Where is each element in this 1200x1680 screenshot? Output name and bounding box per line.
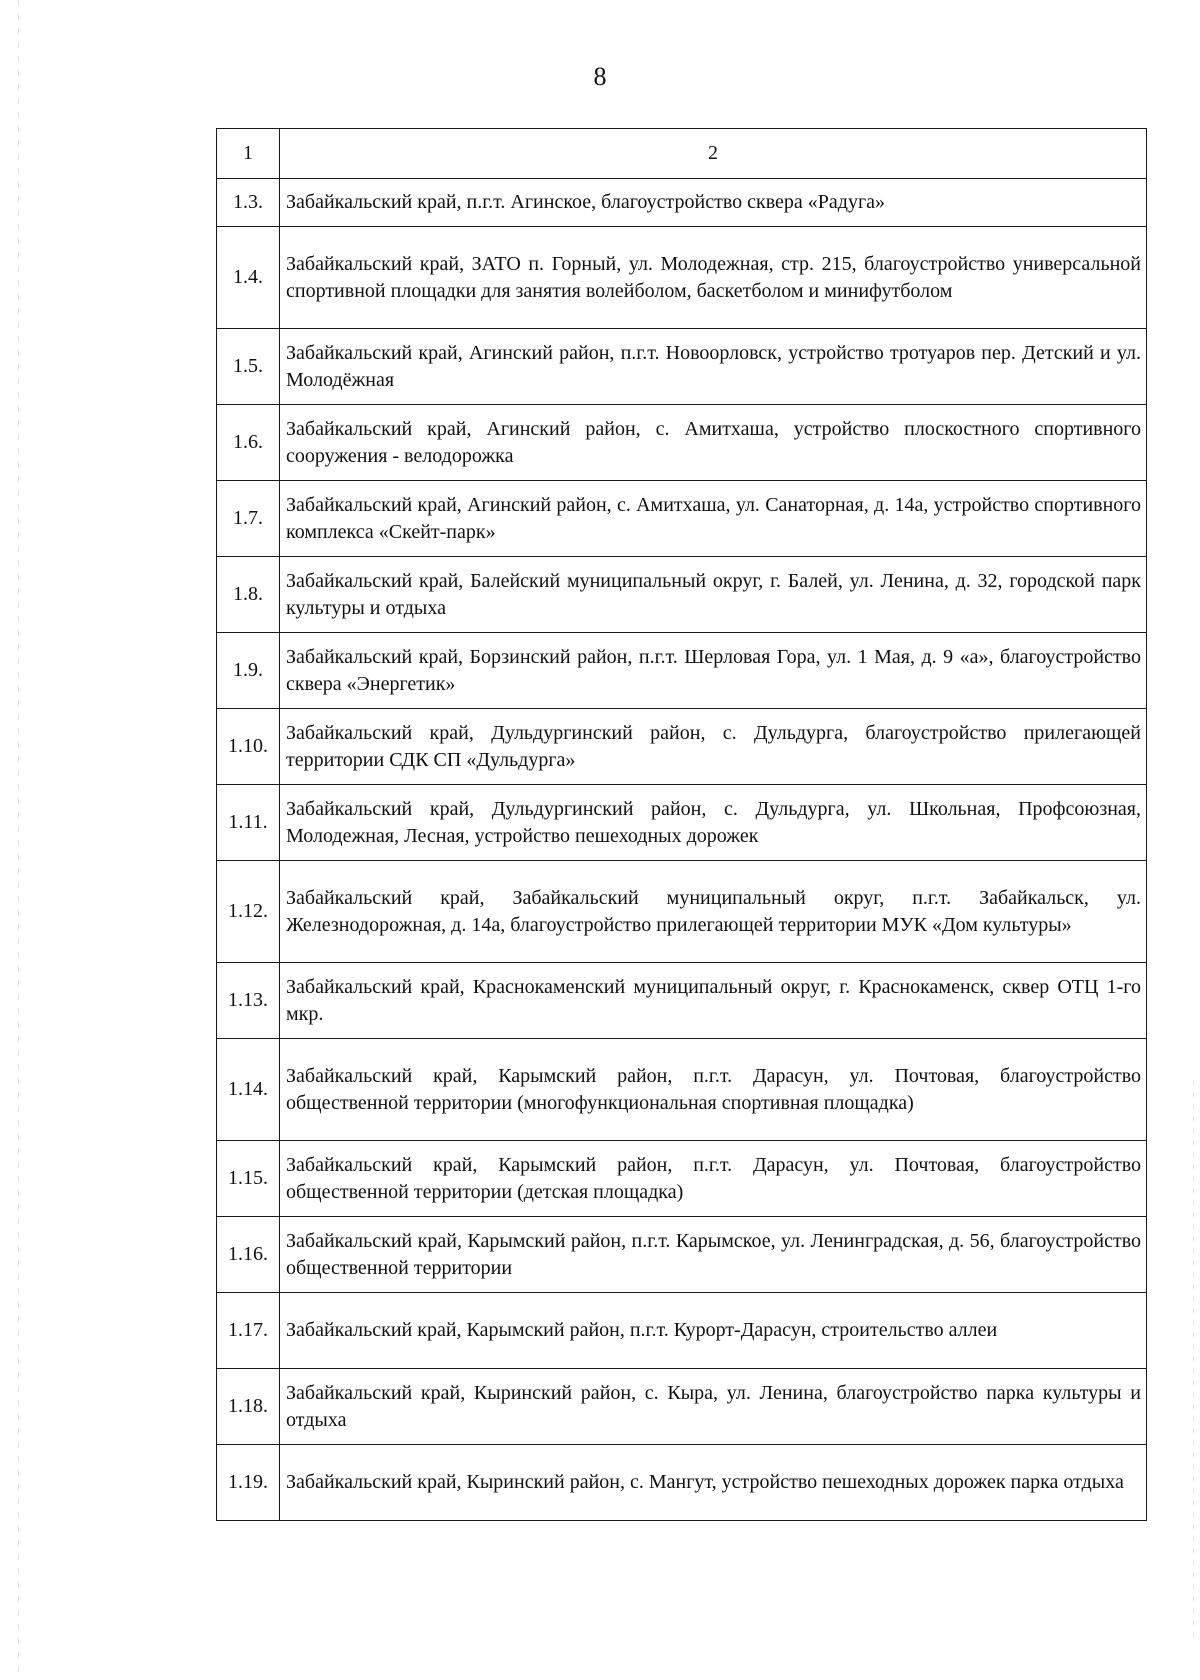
row-number: 1.15. xyxy=(217,1141,280,1217)
row-number: 1.17. xyxy=(217,1293,280,1369)
header-col-2: 2 xyxy=(280,129,1147,179)
row-number: 1.10. xyxy=(217,709,280,785)
row-number: 1.18. xyxy=(217,1369,280,1445)
row-number: 1.8. xyxy=(217,557,280,633)
row-number: 1.3. xyxy=(217,179,280,227)
row-number: 1.7. xyxy=(217,481,280,557)
table-row xyxy=(217,709,1147,785)
row-description: Забайкальский край, Дульдургинский район, с. Дульдурга, благоустройство прилегающей территории СДК СП «Дульдурга» xyxy=(280,709,1147,785)
table-row xyxy=(217,785,1147,861)
table-row xyxy=(217,1293,1147,1369)
objects-table-container xyxy=(216,128,1147,1521)
table-row xyxy=(217,1369,1147,1445)
scan-edge-right xyxy=(1193,1080,1194,1640)
row-description: Забайкальский край, Забайкальский муниципальный округ, п.г.т. Забайкальск, ул. Железнодорожная, д. 14а, благоустройство прилегающей территории МУК «Дом культуры» xyxy=(280,861,1147,963)
table-row xyxy=(217,1217,1147,1293)
row-description: Забайкальский край, Балейский муниципальный округ, г. Балей, ул. Ленина, д. 32, городской парк культуры и отдыха xyxy=(280,557,1147,633)
row-number: 1.6. xyxy=(217,405,280,481)
row-number: 1.13. xyxy=(217,963,280,1039)
table-row xyxy=(217,963,1147,1039)
table-row xyxy=(217,1445,1147,1521)
table-header-row xyxy=(217,129,1147,179)
row-number: 1.4. xyxy=(217,227,280,329)
table-row xyxy=(217,633,1147,709)
row-number: 1.11. xyxy=(217,785,280,861)
row-number: 1.14. xyxy=(217,1039,280,1141)
table-row xyxy=(217,1039,1147,1141)
row-description: Забайкальский край, Карымский район, п.г.т. Дарасун, ул. Почтовая, благоустройство общественной территории (детская площадка) xyxy=(280,1141,1147,1217)
row-description: Забайкальский край, Карымский район, п.г.т. Курорт-Дарасун, строительство аллеи xyxy=(280,1293,1147,1369)
row-description: Забайкальский край, Дульдургинский район, с. Дульдурга, ул. Школьная, Профсоюзная, Молодежная, Лесная, устройство пешеходных дорожек xyxy=(280,785,1147,861)
table-row xyxy=(217,329,1147,405)
row-description: Забайкальский край, Кыринский район, с. Кыра, ул. Ленина, благоустройство парка культуры и отдыха xyxy=(280,1369,1147,1445)
table-row xyxy=(217,481,1147,557)
table-row xyxy=(217,405,1147,481)
row-description: Забайкальский край, Карымский район, п.г.т. Дарасун, ул. Почтовая, благоустройство общественной территории (многофункциональная спортивная площадка) xyxy=(280,1039,1147,1141)
row-number: 1.9. xyxy=(217,633,280,709)
row-description: Забайкальский край, Агинский район, п.г.т. Новоорловск, устройство тротуаров пер. Детский и ул. Молодёжная xyxy=(280,329,1147,405)
table-row xyxy=(217,179,1147,227)
table-row xyxy=(217,227,1147,329)
row-description: Забайкальский край, Агинский район, с. Амитхаша, устройство плоскостного спортивного сооружения - велодорожка xyxy=(280,405,1147,481)
row-description: Забайкальский край, Карымский район, п.г.т. Карымское, ул. Ленинградская, д. 56, благоустройство общественной территории xyxy=(280,1217,1147,1293)
row-number: 1.5. xyxy=(217,329,280,405)
row-number: 1.12. xyxy=(217,861,280,963)
row-description: Забайкальский край, Борзинский район, п.г.т. Шерловая Гора, ул. 1 Мая, д. 9 «а», благоустройство сквера «Энергетик» xyxy=(280,633,1147,709)
row-description: Забайкальский край, ЗАТО п. Горный, ул. Молодежная, стр. 215, благоустройство универсальной спортивной площадки для занятия волейболом, баскетболом и минифутболом xyxy=(280,227,1147,329)
row-description: Забайкальский край, Краснокаменский муниципальный округ, г. Краснокаменск, сквер ОТЦ 1-го мкр. xyxy=(280,963,1147,1039)
table-row xyxy=(217,1141,1147,1217)
header-col-1: 1 xyxy=(217,129,280,179)
page-number: 8 xyxy=(593,62,607,91)
row-number: 1.16. xyxy=(217,1217,280,1293)
row-description: Забайкальский край, Агинский район, с. Амитхаша, ул. Санаторная, д. 14а, устройство спортивного комплекса «Скейт-парк» xyxy=(280,481,1147,557)
table-row xyxy=(217,861,1147,963)
table-row xyxy=(217,557,1147,633)
row-number: 1.19. xyxy=(217,1445,280,1521)
objects-table xyxy=(216,128,1147,1521)
row-description: Забайкальский край, Кыринский район, с. Мангут, устройство пешеходных дорожек парка отдыха xyxy=(280,1445,1147,1521)
scan-edge-left xyxy=(18,0,19,1680)
row-description: Забайкальский край, п.г.т. Агинское, благоустройство сквера «Радуга» xyxy=(280,179,1147,227)
